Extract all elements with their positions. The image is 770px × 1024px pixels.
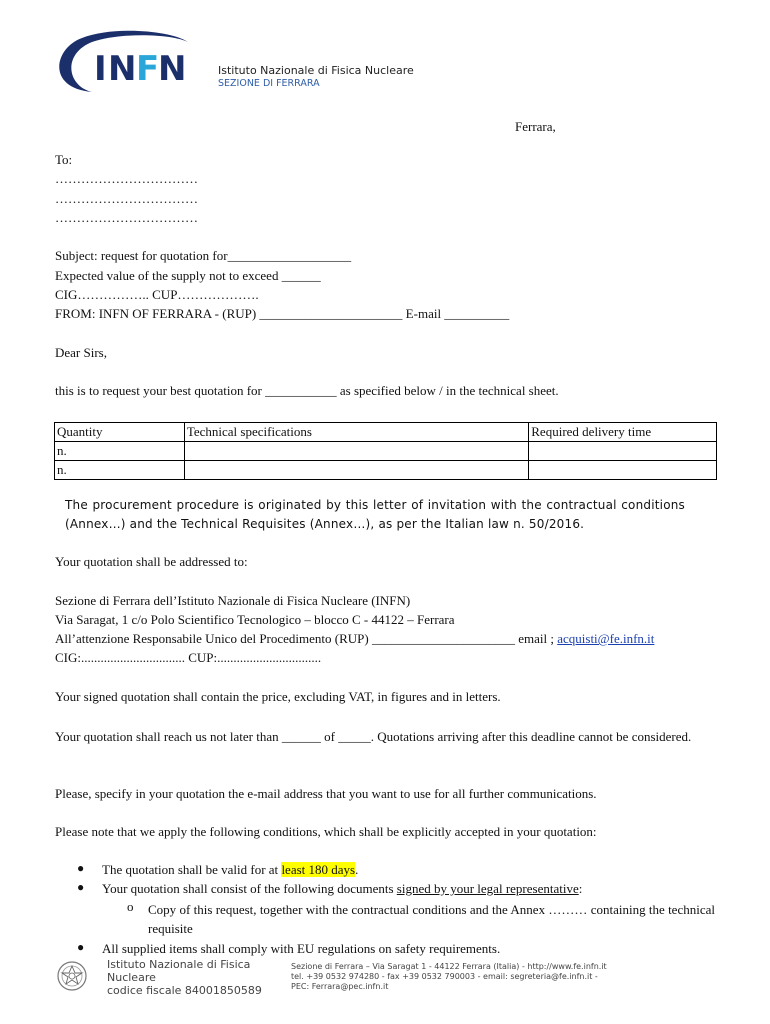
institute-name: Istituto Nazionale di Fisica Nucleare — [218, 64, 414, 77]
footer-contacts — [291, 962, 607, 992]
table-cell — [529, 442, 717, 461]
specification-table — [54, 422, 717, 480]
deadline-paragraph: Your quotation shall reach us not later than ______ of _____. Quotations arriving after this deadline cannot be considered. — [55, 729, 692, 744]
validity-end: . — [355, 862, 359, 877]
bullet-icon: ● — [77, 861, 85, 875]
rup-text: All’attenzione Responsabile Unico del Procedimento (RUP) ______________________ email ; — [55, 631, 558, 646]
to-line-2: …………………………… — [55, 191, 198, 206]
sub-bullet-marker: o — [127, 899, 134, 914]
bullet-documents — [102, 881, 582, 897]
price-paragraph: Your signed quotation shall contain the price, excluding VAT, in figures and in letters. — [55, 689, 501, 704]
address-cig-cup: CIG:................................ CUP:................................ — [55, 650, 322, 665]
footer-institute-line-1: Istituto Nazionale di Fisica — [107, 958, 251, 971]
email-paragraph: Please, specify in your quotation the e-mail address that you want to use for all further communications. — [55, 786, 597, 801]
address-intro: Your quotation shall be addressed to: — [55, 554, 248, 569]
institute-section: SEZIONE DI FERRARA — [218, 78, 320, 89]
footer-phone-email: tel. +39 0532 974280 - fax +39 0532 790003 - email: segreteria@fe.infn.it - — [291, 972, 598, 981]
to-label: To: — [55, 152, 73, 167]
table-row — [55, 442, 717, 461]
table-header-row — [55, 423, 717, 442]
header-technical-specifications: Technical specifications — [184, 423, 528, 442]
footer-institute-line-2: Nucleare — [107, 971, 156, 984]
validity-highlight: least 180 days — [281, 862, 356, 877]
svg-text:F: F — [136, 49, 160, 89]
conditions-intro: Please note that we apply the following conditions, which shall be explicitly accepted in your quotation: — [55, 824, 597, 839]
table-cell — [529, 461, 717, 480]
footer-address: Sezione di Ferrara – Via Saragat 1 - 44122 Ferrara (Italia) - http://www.fe.infn.it — [291, 962, 607, 971]
request-line: this is to request your best quotation for ___________ as specified below / in the technical sheet. — [55, 383, 559, 398]
table-cell: n. — [55, 442, 185, 461]
bullet-icon: ● — [77, 940, 85, 954]
table-cell — [184, 461, 528, 480]
documents-underlined: signed by your legal representative — [396, 881, 579, 896]
address-line-1: Sezione di Ferrara dell’Istituto Nazionale di Fisica Nucleare (INFN) — [55, 593, 411, 608]
bullet-safety: All supplied items shall comply with EU regulations on safety requirements. — [102, 941, 501, 956]
header-quantity: Quantity — [55, 423, 185, 442]
address-line-3 — [55, 631, 654, 647]
cig-cup-line: CIG…………….. CUP………………. — [55, 287, 259, 302]
to-line-3: …………………………… — [55, 210, 198, 225]
republic-emblem-icon — [56, 960, 88, 992]
greeting: Dear Sirs, — [55, 345, 107, 360]
footer-pec: PEC: Ferrara@pec.infn.it — [291, 982, 389, 991]
table-row — [55, 461, 717, 480]
svg-text:N: N — [158, 49, 187, 89]
from-line: FROM: INFN OF FERRARA - (RUP) ______________________ E-mail __________ — [55, 306, 510, 321]
validity-text: The quotation shall be valid for at — [102, 862, 282, 877]
bullet-icon: ● — [77, 880, 85, 894]
acquisti-email-link[interactable]: acquisti@fe.infn.it — [557, 631, 655, 646]
procedure-paragraph: The procurement procedure is originated by this letter of invitation with the contractual conditions (Annex…) and the Technical Requisites (Annex…), as per the Italian law n. 50/2016. — [65, 498, 685, 531]
infn-logo-graphic — [52, 30, 192, 98]
svg-text:N: N — [108, 49, 137, 89]
infn-logo — [52, 30, 192, 98]
table-cell: n. — [55, 461, 185, 480]
footer-fiscal-code: codice fiscale 84001850589 — [107, 984, 262, 997]
header-delivery-time: Required delivery time — [529, 423, 717, 442]
place-date: Ferrara, — [515, 119, 556, 134]
bullet-validity — [102, 862, 358, 878]
address-line-2: Via Saragat, 1 c/o Polo Scientifico Tecnologico – blocco C - 44122 – Ferrara — [55, 612, 455, 627]
table-cell — [184, 442, 528, 461]
documents-end: : — [578, 881, 583, 896]
documents-text: Your quotation shall consist of the following documents — [102, 881, 397, 896]
expected-value-line: Expected value of the supply not to exceed ______ — [55, 268, 321, 283]
subject-line: Subject: request for quotation for___________________ — [55, 248, 352, 263]
sub-bullet-copy: Copy of this request, together with the contractual conditions and the Annex ……… containing the technical requisite — [148, 902, 715, 936]
svg-text:I: I — [94, 49, 108, 89]
to-line-1: …………………………… — [55, 171, 198, 186]
